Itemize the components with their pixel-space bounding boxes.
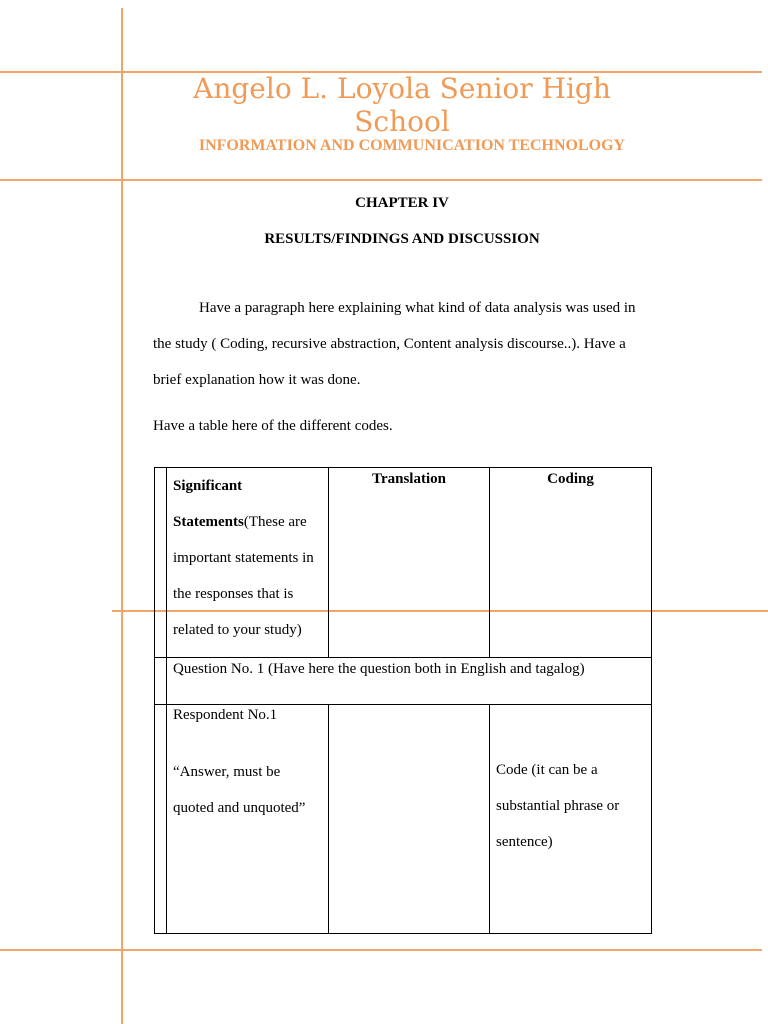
table-header-row [155, 468, 652, 658]
coding-header: Coding [490, 468, 652, 658]
chapter-title: RESULTS/FINDINGS AND DISCUSSION [264, 231, 540, 247]
coding-cell [490, 705, 652, 934]
chapter-number: CHAPTER IV [355, 195, 449, 211]
code-text: Code (it can be a substantial phrase or sentence) [496, 762, 620, 850]
question-row [155, 658, 652, 705]
paragraph-text: Have a paragraph here explaining what kind of data analysis was used in the study ( Coding, recursive abstraction, Content analysis discourse..). Have a brief explanation how it was done. [153, 300, 636, 388]
answer-text: “Answer, must be quoted and unquoted” [173, 764, 306, 816]
table-note: Have a table here of the different codes. [153, 418, 393, 434]
significant-statements-header [167, 468, 329, 658]
respondent-cell [167, 705, 329, 934]
bottom-rule [0, 949, 762, 951]
header-bottom-rule [0, 179, 762, 181]
respondent-label: Respondent No.1 [173, 707, 278, 723]
significant-statements-note: (These are important statements in the responses that is related to your study) [173, 514, 314, 638]
translation-cell [329, 705, 490, 934]
codes-table [154, 467, 652, 934]
stub-cell [155, 468, 167, 658]
translation-header: Translation [329, 468, 490, 658]
margin-rule [121, 8, 123, 1024]
school-name: Angelo L. Loyola Senior High School [193, 72, 611, 138]
stub-cell [155, 658, 167, 705]
intro-paragraph [153, 290, 653, 398]
stub-cell [155, 705, 167, 934]
respondent-row [155, 705, 652, 934]
question-text: Question No. 1 (Have here the question both in English and tagalog) [167, 658, 652, 705]
department-name: INFORMATION AND COMMUNICATION TECHNOLOGY [198, 137, 626, 154]
significant-statements-bold: Significant Statements [173, 478, 244, 530]
